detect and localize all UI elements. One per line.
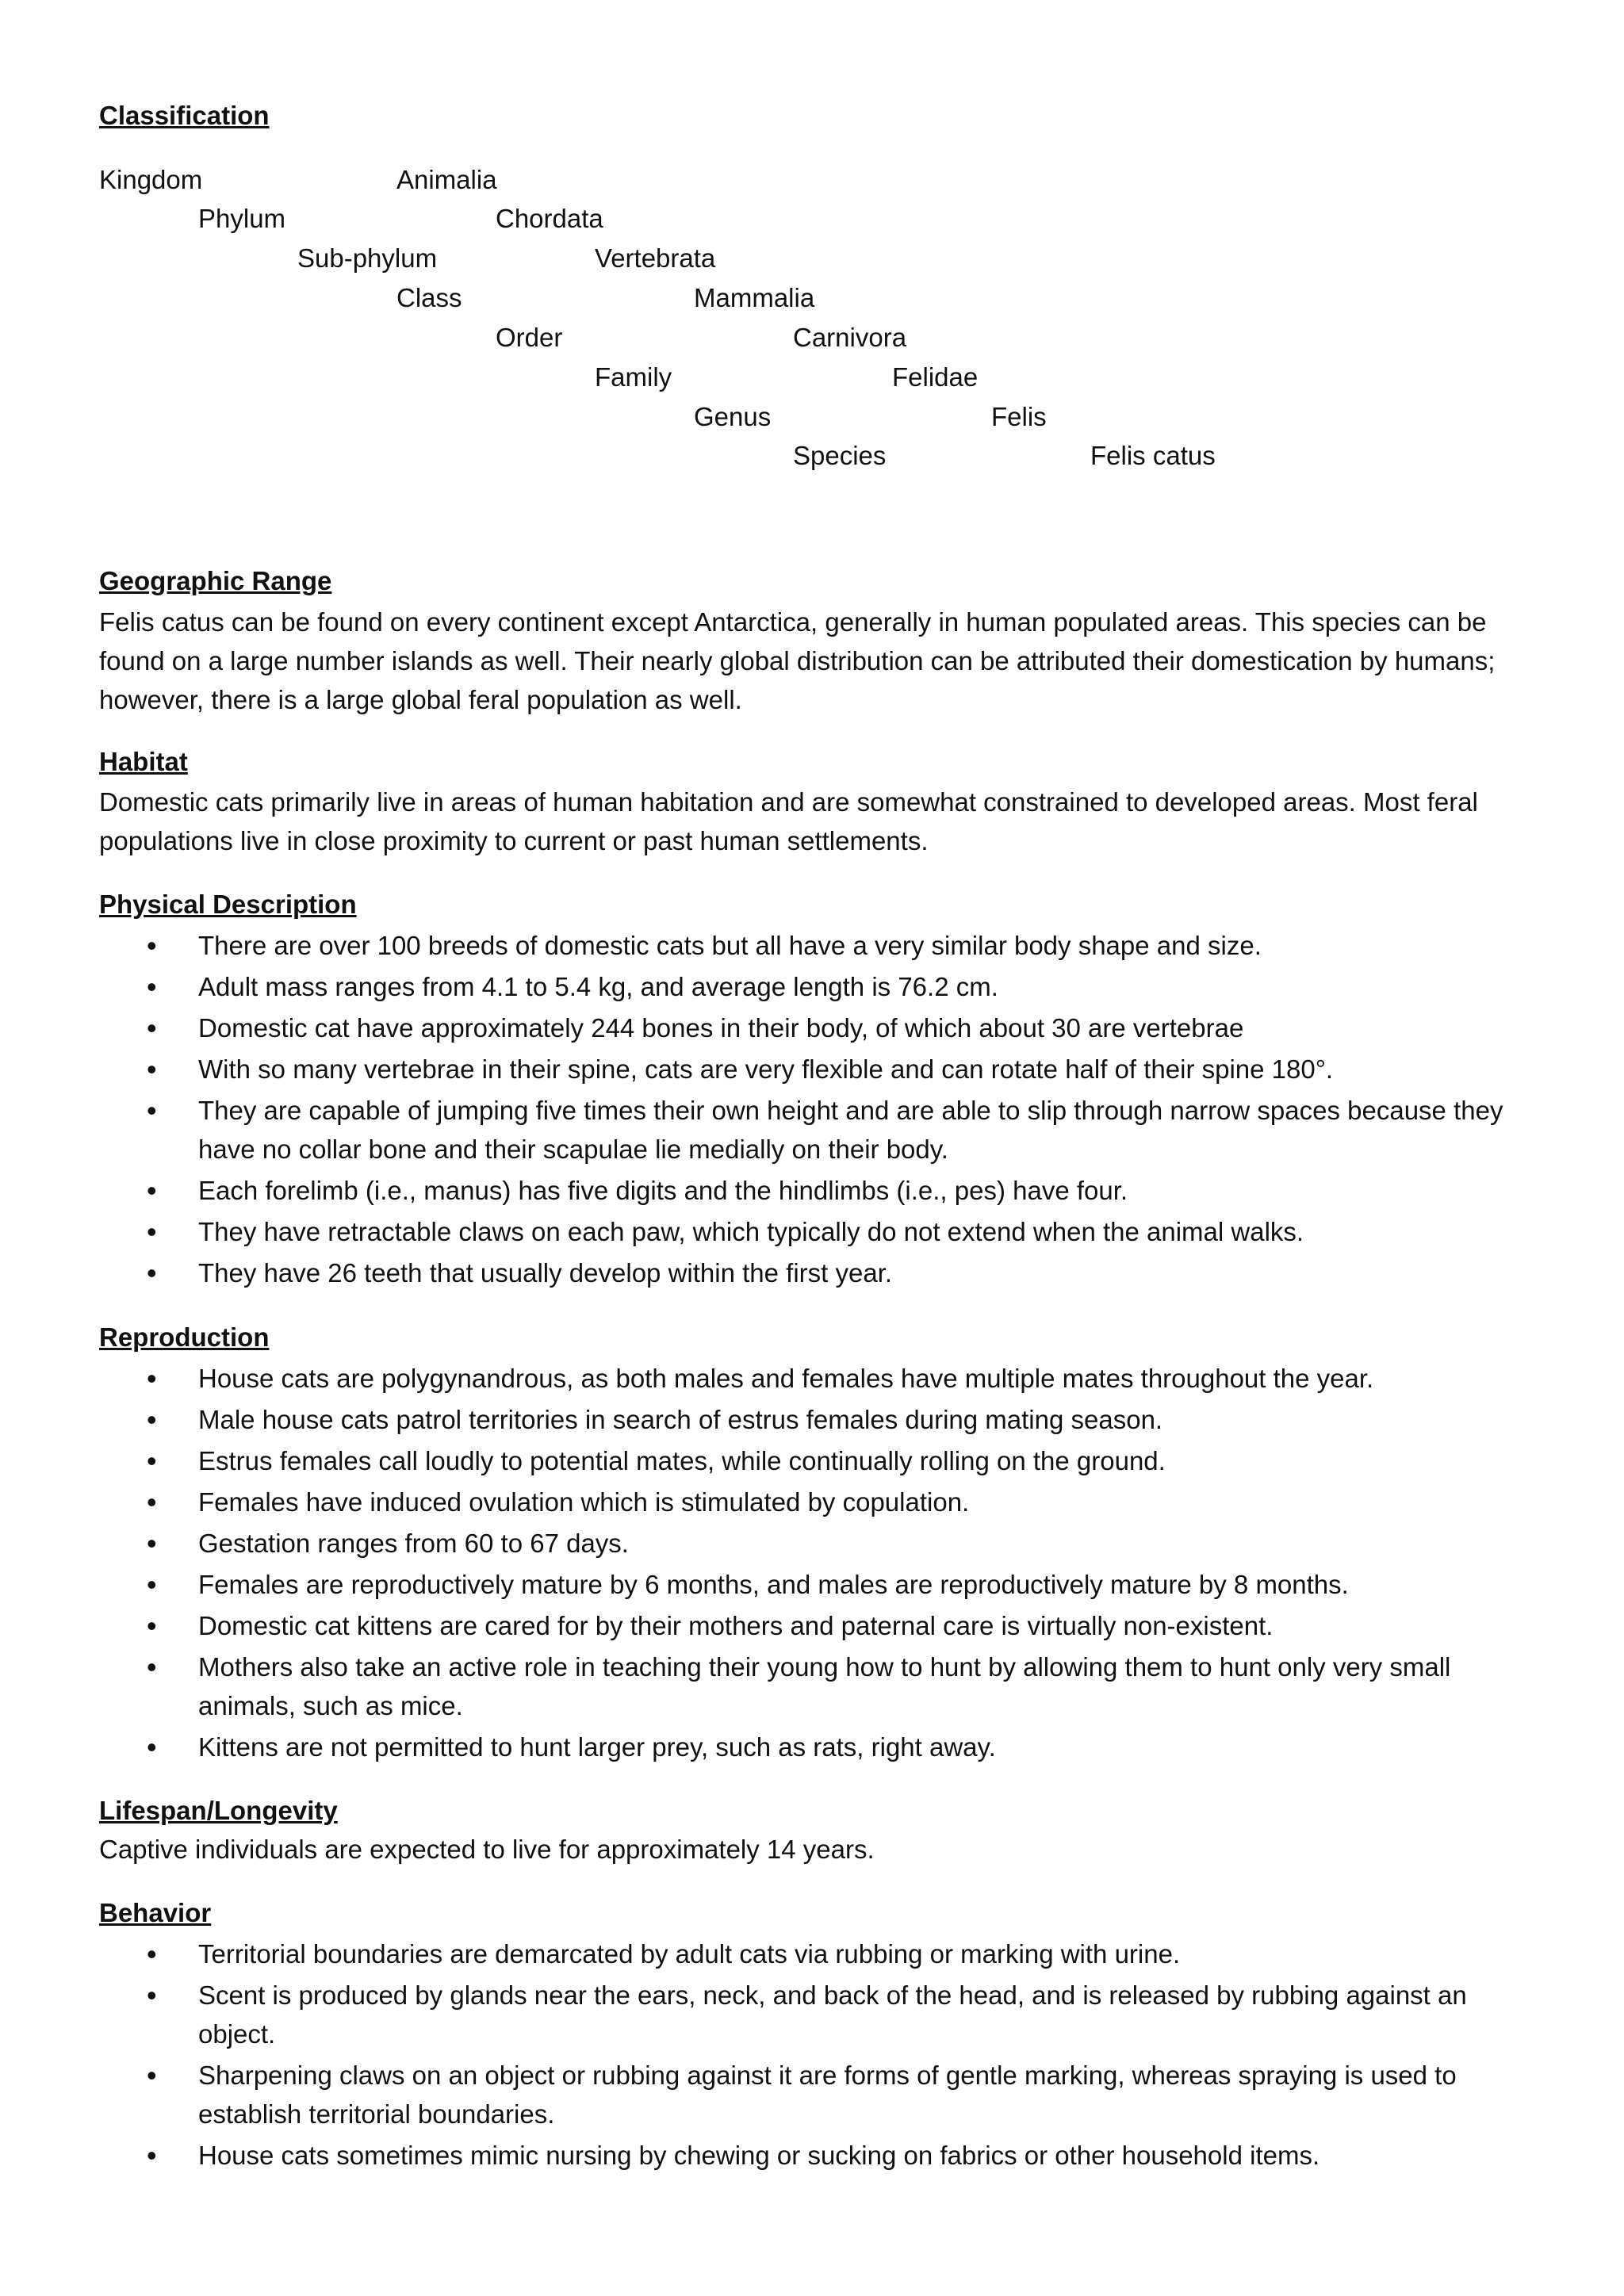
classification-value: Animalia <box>396 165 497 194</box>
list-item: • Scent is produced by glands near the ears, neck, and back of the head, and is released by rubbing against an object. <box>99 1976 1550 2053</box>
list-item: • Domestic cat have approximately 244 bones in their body, of which about 30 are vertebrae <box>99 1008 1550 1047</box>
classification-value: Carnivora <box>793 323 907 352</box>
habitat-text: Domestic cats primarily live in areas of human habitation and are somewhat constrained to developed areas. Most feral populations live in close proximity to current or past human settlements. <box>99 787 1478 855</box>
list-item: • With so many vertebrae in their spine, cats are very flexible and can rotate half of their spine 180°. <box>99 1050 1550 1089</box>
list-item: • They have retractable claws on each paw, which typically do not extend when the animal walks. <box>99 1212 1550 1251</box>
list-item: • Kittens are not permitted to hunt larger prey, such as rats, right away. <box>99 1728 1550 1766</box>
list-item: • Females have induced ovulation which is stimulated by copulation. <box>99 1483 1550 1521</box>
list-item: • Estrus females call loudly to potential mates, while continually rolling on the ground. <box>99 1441 1550 1480</box>
lifespan-text: Captive individuals are expected to live for approximately 14 years. <box>99 1835 875 1864</box>
classification-value: Felidae <box>892 362 979 392</box>
classification-rank: Order <box>496 323 563 352</box>
classification-value: Felis catus <box>1090 441 1216 470</box>
list-item: • Mothers also take an active role in teaching their young how to hunt by allowing them to hunt only very small animals, such as mice. <box>99 1647 1550 1725</box>
list-item: • Females are reproductively mature by 6 months, and males are reproductively mature by 8 months. <box>99 1565 1550 1604</box>
list-item: • House cats are polygynandrous, as both males and females have multiple mates throughout the year. <box>99 1359 1550 1398</box>
classification-rank: Sub-phylum <box>297 243 438 273</box>
classification-value: Mammalia <box>694 283 815 312</box>
classification-rank: Genus <box>694 402 772 431</box>
classification-rank: Species <box>793 441 887 470</box>
classification-heading: Classification <box>99 101 270 130</box>
classification-rank: Family <box>595 362 672 392</box>
list-item: • Gestation ranges from 60 to 67 days. <box>99 1524 1550 1563</box>
list-item: • Sharpening claws on an object or rubbing against it are forms of gentle marking, whereas spraying is used to establish territorial boundaries. <box>99 2056 1550 2133</box>
list-item: • They are capable of jumping five times their own height and are able to slip through narrow spaces because they have no collar bone and their scapulae lie medially on their body. <box>99 1091 1550 1169</box>
classification-value: Chordata <box>496 204 603 233</box>
list-item: • Male house cats patrol territories in search of estrus females during mating season. <box>99 1400 1550 1439</box>
list-item: • Domestic cat kittens are cared for by their mothers and paternal care is virtually non-existent. <box>99 1606 1550 1645</box>
reproduction-list <box>99 1359 1550 1769</box>
list-item: • Each forelimb (i.e., manus) has five digits and the hindlimbs (i.e., pes) have four. <box>99 1171 1550 1210</box>
classification-rank: Phylum <box>198 204 286 233</box>
physical-description-heading: Physical Description <box>99 890 357 919</box>
list-item: • Adult mass ranges from 4.1 to 5.4 kg, and average length is 76.2 cm. <box>99 967 1550 1006</box>
physical-description-list <box>99 926 1550 1295</box>
reproduction-heading: Reproduction <box>99 1322 270 1352</box>
list-item: • House cats sometimes mimic nursing by chewing or sucking on fabrics or other household items. <box>99 2136 1550 2175</box>
classification-rank: Kingdom <box>99 165 203 194</box>
behavior-list <box>99 1934 1550 2177</box>
list-item: • There are over 100 breeds of domestic cats but all have a very similar body shape and size. <box>99 926 1550 965</box>
geographic-range-heading: Geographic Range <box>99 566 332 595</box>
classification-value: Felis <box>991 402 1047 431</box>
list-item: • They have 26 teeth that usually develop within the first year. <box>99 1253 1550 1292</box>
classification-rank: Class <box>396 283 462 312</box>
geographic-range-text: Felis catus can be found on every continent except Antarctica, generally in human populated areas. This species can be found on a large number islands as well. Their nearly global distribution can be attributed their domestication by humans; however, there is a large global feral population as well. <box>99 607 1496 714</box>
behavior-heading: Behavior <box>99 1898 212 1927</box>
classification-value: Vertebrata <box>595 243 716 273</box>
list-item: • Territorial boundaries are demarcated by adult cats via rubbing or marking with urine. <box>99 1934 1550 1973</box>
lifespan-heading: Lifespan/Longevity <box>99 1796 338 1825</box>
habitat-heading: Habitat <box>99 747 188 776</box>
